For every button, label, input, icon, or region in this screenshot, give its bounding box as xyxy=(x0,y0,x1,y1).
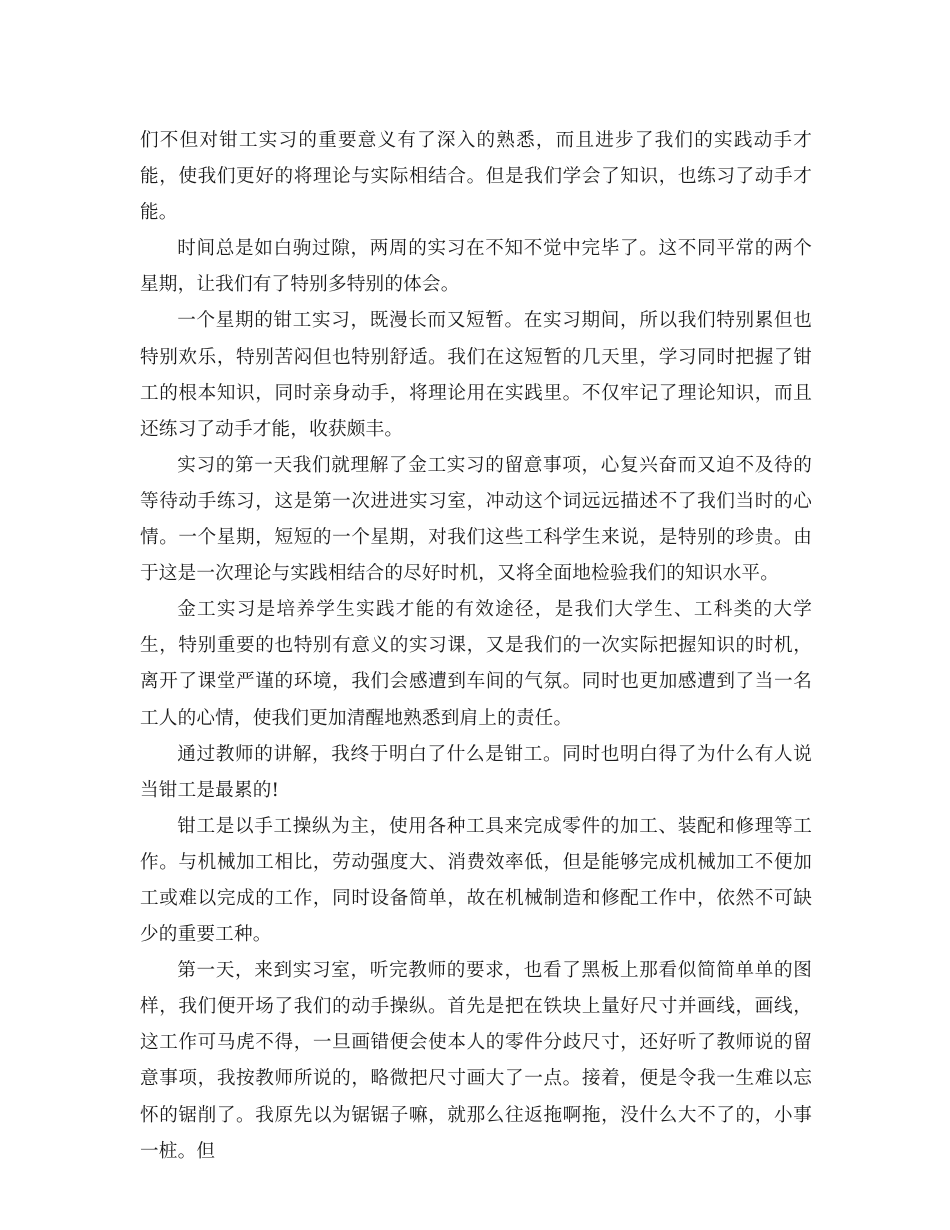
document-body xyxy=(140,123,812,1170)
paragraph-2: 时间总是如白驹过隙，两周的实习在不知不觉中完毕了。这不同平常的两个星期，让我们有了特别多特别的体会。 xyxy=(140,238,812,296)
paragraph-5: 金工实习是培养学生实践才能的有效途径，是我们大学生、工科类的大学生，特别重要的也特别有意义的实习课，又是我们的一次实际把握知识的时机，离开了课堂严谨的环境，我们会感遭到车间的气氛。同时也更加感遭到了当一名工人的心情，使我们更加清醒地熟悉到肩上的责任。 xyxy=(140,599,812,729)
paragraph-3: 一个星期的钳工实习，既漫长而又短暂。在实习期间，所以我们特别累但也特别欢乐，特别苦闷但也特别舒适。我们在这短暂的几天里，学习同时把握了钳工的根本知识，同时亲身动手，将理论用在实践里。不仅牢记了理论知识，而且还练习了动手才能，收获颇丰。 xyxy=(140,310,812,440)
paragraph-6: 通过教师的讲解，我终于明白了什么是钳工。同时也明白得了为什么有人说当钳工是最累的! xyxy=(140,743,812,801)
paragraph-7: 钳工是以手工操纵为主，使用各种工具来完成零件的加工、装配和修理等工作。与机械加工相比，劳动强度大、消费效率低，但是能够完成机械加工不便加工或难以完成的工作，同时设备简单，故在机械制造和修配工作中，依然不可缺少的重要工种。 xyxy=(140,815,812,946)
paragraph-4: 实习的第一天我们就理解了金工实习的留意事项，心复兴奋而又迫不及待的等待动手练习，这是第一次进进实习室，冲动这个词远远描述不了我们当时的心情。一个星期，短短的一个星期，对我们这些工科学生来说，是特别的珍贵。由于这是一次理论与实践相结合的尽好时机，又将全面地检验我们的知识水平。 xyxy=(140,454,812,585)
paragraph-8: 第一天，来到实习室，听完教师的要求，也看了黑板上那看似简简单单的图样，我们便开场了我们的动手操纵。首先是把在铁块上量好尺寸并画线，画线，这工作可马虎不得，一旦画错便会使本人的零件分歧尺寸，还好听了教师说的留意事项，我按教师所说的，略微把尺寸画大了一点。接着，便是令我一生难以忘怀的锯削了。我原先以为锯锯子嘛，就那么往返拖啊拖，没什么大不了的，小事一桩。但 xyxy=(140,960,812,1162)
paragraph-1: 们不但对钳工实习的重要意义有了深入的熟悉，而且进步了我们的实践动手才能，使我们更好的将理论与实际相结合。但是我们学会了知识，也练习了动手才能。 xyxy=(140,130,812,224)
